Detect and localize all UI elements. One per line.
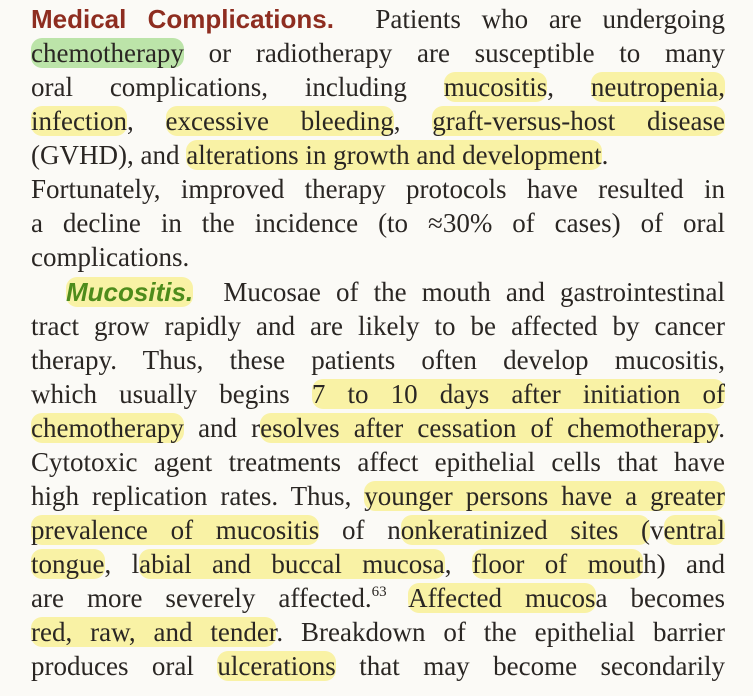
text-line-7: a decline in the incidence (to ≈30% of cases) of oral: [31, 208, 725, 238]
highlight: excessive bleeding: [165, 106, 394, 136]
text-line-17: tongue, labial and buccal mucosa, floor of mouth) and: [31, 549, 725, 579]
text-line-19: red, raw, and tender. Breakdown of the epithelial barrier: [31, 617, 725, 647]
text-line-20: produces oral ulcerations that may become secondarily: [31, 651, 725, 681]
highlight-green: chemotherapy: [31, 38, 184, 68]
text-line-4: infection, excessive bleeding, graft-versus-host disease: [31, 106, 725, 136]
text-line-9: Mucositis. Mucosae of the mouth and gastrointestinal: [66, 277, 725, 307]
highlight: esolves after cessation of chemotherapy: [260, 413, 719, 443]
highlight: graft-versus-host disease: [432, 106, 725, 136]
highlight: entral: [663, 515, 725, 545]
text-line-3: oral complications, including mucositis, neutropenia,: [31, 72, 726, 102]
text-line-8: complications.: [31, 242, 190, 272]
highlight: younger persons have a greater: [364, 481, 726, 511]
text-line-2: chemotherapy or radiotherapy are susceptible to many: [31, 38, 725, 68]
highlight: abial and buccal mucosa: [139, 549, 445, 579]
highlight: chemotherapy: [31, 413, 184, 443]
text-line-14: Cytotoxic agent treatments affect epithelial cells that have: [31, 447, 725, 477]
text-line-11: therapy. Thus, these patients often develop mucositis,: [31, 345, 725, 375]
text-line-13: chemotherapy and resolves after cessation of chemotherapy.: [31, 413, 725, 443]
text-line-5: (GVHD), and alterations in growth and development.: [31, 140, 609, 170]
highlight: Affected mucos: [408, 583, 596, 613]
citation-superscript: 63: [371, 584, 387, 600]
text-line-6: Fortunately, improved therapy protocols have resulted in: [31, 174, 725, 204]
text-line-12: which usually begins 7 to 10 days after initiation of: [31, 379, 725, 409]
text-line-18: are more severely affected.$^{63}$ Affected mucosa becomes: [31, 583, 725, 613]
highlight: neutropenia,: [590, 72, 726, 102]
highlight: mucositis: [443, 72, 548, 102]
highlight: tongue: [31, 549, 105, 579]
highlight: prevalence of mucositis: [31, 515, 320, 545]
section-heading-mucositis: Mucositis.: [66, 277, 194, 307]
highlight: floor of mout: [471, 549, 644, 579]
text-line-16: prevalence of mucositis of nonkeratinized sites (ventral: [31, 515, 725, 545]
highlight: alterations in growth and development: [186, 140, 602, 170]
highlight: infection: [31, 106, 127, 136]
highlight: 7 to 10 days after initiation of: [311, 379, 725, 409]
text-line-15: high replication rates. Thus, younger persons have a greater: [31, 481, 726, 511]
highlight: onkeratinized sites (: [400, 515, 651, 545]
highlight: ulcerations: [217, 651, 336, 681]
highlight: red, raw, and tender: [31, 617, 277, 647]
text-line-10: tract grow rapidly and are likely to be affected by cancer: [31, 311, 725, 341]
section-heading-medical-complications: Medical Complications.: [31, 4, 334, 34]
text-line-1: Medical Complications. Patients who are undergoing: [31, 4, 725, 34]
